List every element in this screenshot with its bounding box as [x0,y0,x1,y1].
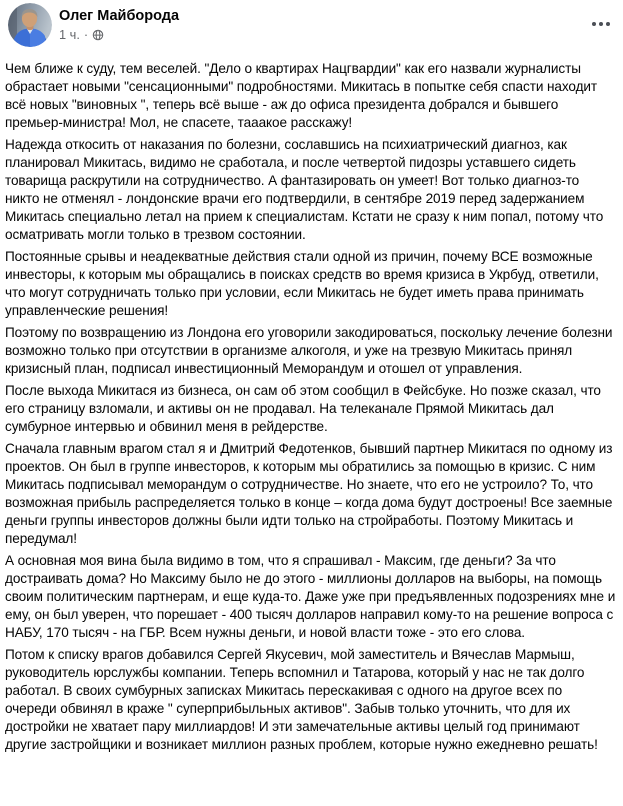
post-header [0,0,623,52]
more-options-button[interactable] [587,14,615,34]
post-paragraph: Чем ближе к суду, тем веселей. "Дело о квартирах Нацгвардии" как его назвали журналисты обрастает новыми "сенсационными" подробностями. Микитась в попытке себя спасти находит всё новых "виновных ", теперь всё выше - аж до офиса президента добрался и бывшего премьер-министра! Мол, не спасете, тааакое расскажу! [5,61,598,130]
avatar[interactable] [8,3,52,47]
post-paragraph: Постоянные срывы и неадекватные действия стали одной из причин, почему ВСЕ возможные инвесторы, к которым мы обращались в поисках средств во время кризиса в Укрбуд, ответили, что могут сотрудничать только при условии, если Микитась не будет иметь права принимать управленческие решения! [5,249,599,318]
author-name[interactable]: Олег Майборода [59,8,180,24]
post-paragraph: Сначала главным врагом стал я и Дмитрий Федотенков, бывший партнер Микитася по одному из проектов. Он был в группе инвесторов, к которым мы обратились за помощью в кризис. С ним Микитась подписывал меморандум о сотрудничестве. Но знаете, что его не устроило? То, что возможная прибыль распределяется только в конце – когда дома будут достроены! Все заемные деньги группы инвесторов должны были идти только на стройработы. Поэтому Микитась и передумал! [5,441,613,546]
globe-icon [92,29,104,41]
meta-separator: · [83,27,89,42]
ellipsis-dot [599,22,603,26]
post-meta [59,27,615,43]
post-header-text [59,3,615,43]
post-paragraph: А основная моя вина была видимо в том, что я спрашивал - Максим, где деньги? За что достраивать дома? Но Максиму было не до этого - миллионы долларов на выборы, на помощь своим политическим партнерам, и еще куда-то. Даже уже при предъявленных подозрениях мне и ему, он был уверен, что порешает - 400 тысяч долларов направил кому-то на решение вопроса с НАБУ, 170 тысяч - на ГБР. Всем нужны деньги, и новой власти тоже - это его слова. [5,553,616,640]
ellipsis-dot [592,22,596,26]
post-paragraph: Потом к списку врагов добавился Сергей Якусевич, мой заместитель и Вячеслав Мармыш, руководитель юрслужбы компании. Теперь вспомнил и Татарова, который у нас не так долго работал. В своих сумбурных записках Микитась перескакивая с одного на другое всех по очереди обвинял в краже " суперприбыльных активов". Забыв только уточнить, что для их достройки не хватает пару миллиардов! И эти замечательные активы целый год принимают другие застройщики и возникает миллион разных проблем, которые нужно ежедневно решать! [5,647,598,752]
post-paragraph: После выхода Микитася из бизнеса, он сам об этом сообщил в Фейсбуке. Но позже сказал, что его страницу взломали, и активы он не продавал. На телеканале Прямой Микитась дал сумбурное интервью и обвинил меня в рейдерстве. [5,383,601,434]
avatar-photo-icon [8,3,52,47]
post-paragraph: Надежда откосить от наказания по болезни, сославшись на психиатрический диагноз, как планировал Микитась, видимо не сработала, и после четвертой пидозры уставшего сидеть товарища раскрутили на сотрудничество. А фантазировать он умеет! Вот только диагноз-то никто не отменял - лондонские врачи его подтвердили, в сентябре 2019 перед задержанием Микитась специально летал на прием к специалистам. Кстати не сразу к ним попал, потому что осматривать могли только в трезвом состоянии. [5,137,604,242]
post-paragraph: Поэтому по возвращению из Лондона его уговорили закодироваться, поскольку лечение болезни возможно только при отсутствии в организме алкоголя, и уже на трезвую Микитась принял кризисный план, подписал инвестиционный Меморандум и отошел от управления. [5,325,613,376]
ellipsis-dot [606,22,610,26]
timestamp[interactable]: 1 ч. [59,27,80,42]
post-text [0,52,623,754]
